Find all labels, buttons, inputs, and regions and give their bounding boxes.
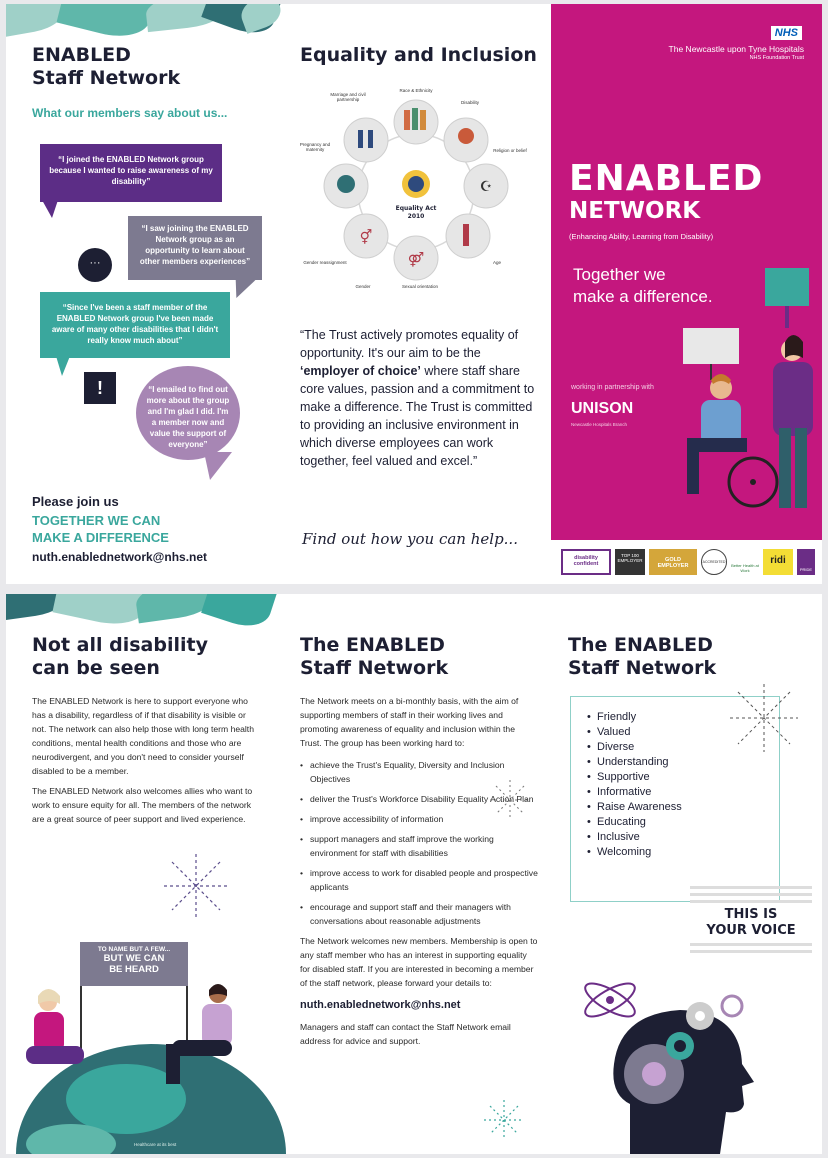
panel5-body [300, 694, 538, 1048]
banner-sign: TO NAME BUT A FEW... BUT WE CAN BE HEARD [80, 942, 188, 986]
svg-text:⚥: ⚥ [359, 229, 373, 245]
aims-list-item: • achieve the Trust's Equality, Diversity and Inclusion Objectives [300, 758, 538, 786]
value-item: • Supportive [587, 771, 763, 783]
equality-wheel-graphic [298, 84, 534, 300]
value-item: • Understanding [587, 756, 763, 768]
panel-not-all-disability [6, 594, 278, 1154]
aims-list-item: • support managers and staff improve the working environment for staff with disabilities [300, 832, 538, 860]
leaflet-outside [6, 4, 822, 584]
wheel-center-year: 2010 [407, 213, 425, 220]
voice-text: THIS IS YOUR VOICE [706, 907, 796, 938]
employer-of-choice: ‘employer of choice’ [300, 364, 421, 378]
value-item: • Educating [587, 816, 763, 828]
network-email[interactable]: nuth.enablednetwork@nhs.net [300, 999, 461, 1011]
head-gears-illustration [570, 954, 770, 1154]
value-item: • Welcoming [587, 846, 763, 858]
wheel-label: Age [492, 260, 501, 265]
top100-badge: TOP 100 EMPLOYER [615, 549, 645, 575]
find-out-link[interactable]: Find out how you can help... [302, 530, 518, 548]
partnership-text: working in partnership with [571, 384, 654, 391]
join-text: Please join us [32, 494, 119, 509]
leaflet-inside [6, 594, 822, 1154]
cover-illustration [681, 268, 821, 518]
aims-list-item: • improve accessibility of information [300, 812, 538, 826]
wheel-label: Race & Ethnicity [399, 88, 433, 93]
aims-list-item: • improve access to work for disabled people and prospective applicants [300, 866, 538, 894]
cover-slogan: Together we make a difference. [573, 265, 713, 306]
quote-bubble-4: “I emailed to find out more about the group and I'm glad I did. I'm a member now and value the support of everyone” [136, 366, 240, 460]
quote-bubble-1: “I joined the ENABLED Network group because I wanted to raise awareness of my disability” [40, 144, 222, 202]
bubble-tail [228, 278, 257, 298]
quote-bubble-3: “Since I've been a staff member of the ENABLED Network group I've been made aware of many other disabilities that I didn't really know much about” [40, 292, 230, 358]
aims-list-item: • deliver the Trust's Workforce Disability Equality Action Plan [300, 792, 538, 806]
value-item: • Friendly [587, 711, 763, 723]
panel-equality [278, 4, 550, 584]
sparkle-icon [724, 678, 804, 758]
unison-logo: UNISON [571, 400, 634, 417]
contact-text: Managers and staff can contact the Staff Network email address for advice and support. [300, 1022, 511, 1046]
panel-cover [551, 4, 822, 540]
together-line-1: TOGETHER WE CAN [32, 513, 161, 528]
para-allies: The ENABLED Network also welcomes allies who want to work to ensure equity for all. The members of the network are a great source of peer support and lived experience. [32, 786, 253, 824]
panel5-title: The ENABLED Staff Network [300, 634, 449, 679]
together-line-2: MAKE A DIFFERENCE [32, 530, 169, 545]
panel4-body [32, 694, 260, 826]
bubble-tail [56, 356, 70, 376]
sparkle-icon [482, 1098, 526, 1142]
svg-text:⚤: ⚤ [407, 251, 425, 267]
welcome-text: The Network welcomes new members. Membership is open to any staff member who has an interest in supporting equality for disabled staff. If you are interested in becoming a member of the staff network, please forward your details to: [300, 936, 538, 988]
panel4-title: Not all disability can be seen [32, 634, 208, 679]
footer-credit: Healthcare at its best [134, 1142, 177, 1147]
sparkle-icon [156, 846, 236, 926]
wheel-label: Disability [460, 100, 479, 105]
unison-branch: Newcastle Hospitals Branch [571, 422, 628, 427]
chat-icon: ··· [78, 248, 112, 282]
cover-title: ENABLED NETWORK [569, 158, 764, 224]
equality-wheel [298, 84, 534, 300]
gold-employer-badge: GOLD EMPLOYER [649, 549, 697, 575]
disability-confident-badge: disability confident [561, 549, 611, 575]
value-item: • Diverse [587, 741, 763, 753]
trust-quote: “The Trust actively promotes equality of opportunity. It's our aim to be the ‘employer of choice’ where staff share core values, passion and a commitment to make a difference. The Trust is committed to providing an inclusive environment in which diverse employees can work together, feel valued and excel.” [300, 328, 535, 468]
sparkle-icon [488, 778, 532, 822]
pride-badge: PRIDE [797, 549, 815, 575]
trust-name: The Newcastle upon Tyne Hospitals [668, 44, 804, 54]
nhs-logo: NHS [771, 26, 802, 40]
wheel-label: Gender reassignment [303, 260, 347, 265]
network-email[interactable]: nuth.enablednetwork@nhs.net [32, 550, 208, 564]
panel1-title: ENABLED Staff Network [32, 44, 181, 89]
aims-list-item: • encourage and support staff and their managers with conversations about reasonable adjustments [300, 900, 538, 928]
panel-testimonials [6, 4, 278, 584]
wheel-label: Religion or belief [493, 148, 527, 153]
ridi-badge: ridi [763, 549, 793, 575]
accredited-badge: ACCREDITED [701, 549, 727, 575]
value-item: • Valued [587, 726, 763, 738]
panel1-subtitle: What our members say about us... [32, 106, 228, 120]
badge-strip [557, 544, 819, 580]
panel-staff-network-info [278, 594, 550, 1154]
wheel-center-label: Equality Act [395, 205, 437, 212]
wheel-label: Sexual orientation [401, 284, 439, 289]
join-block [32, 494, 207, 564]
wheel-label: Pregnancy and maternity [299, 142, 331, 152]
value-item: • Raise Awareness [587, 801, 763, 813]
trust-subname: NHS Foundation Trust [749, 55, 804, 61]
bubble-tail [42, 200, 58, 218]
voice-banner [690, 884, 812, 964]
value-item: • Informative [587, 786, 763, 798]
wheel-label: Gender [355, 284, 371, 289]
bubble-tail [204, 452, 232, 480]
network-intro: The Network meets on a bi-monthly basis, with the aim of supporting members of staff in their working lives and promoting awareness of equality and inclusion within the Trust. The group has been working hard to: [300, 696, 519, 748]
panel6-title: The ENABLED Staff Network [568, 634, 717, 679]
exclamation-icon: ! [84, 372, 116, 404]
cover-tagline: (Enhancing Ability, Learning from Disability) [569, 232, 714, 241]
panel-values [550, 594, 822, 1154]
better-health-badge: Better Health at Work [731, 563, 759, 573]
panel2-title: Equality and Inclusion [300, 44, 537, 66]
quote-bubble-2: “I saw joining the ENABLED Network group as an opportunity to learn about other members experiences” [128, 216, 262, 280]
seated-people-illustration [6, 984, 278, 1104]
wheel-label: Marriage and civil partnership [330, 92, 366, 102]
para-support-everyone: The ENABLED Network is here to support everyone who has a disability, regardless of if that disability is visible or not. The network can also help those with long term health conditions, mental health conditions and those who are neurodivergent, and you don't need to consider yourself disabled to be a member. [32, 696, 254, 776]
svg-text:☪: ☪ [479, 178, 493, 194]
value-item: • Inclusive [587, 831, 763, 843]
